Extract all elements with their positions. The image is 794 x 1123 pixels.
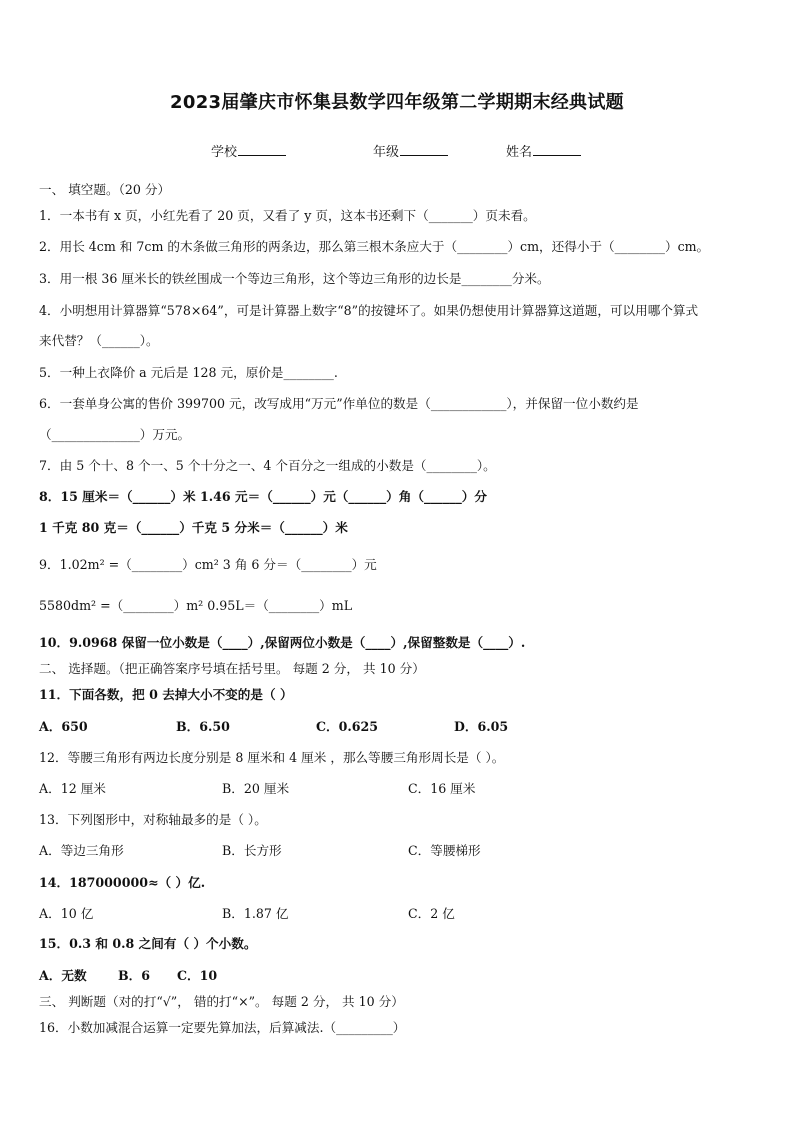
question-13: 13．下列图形中，对称轴最多的是（ ）。: [39, 812, 267, 827]
name-blank[interactable]: [533, 142, 581, 156]
grade-field: [373, 141, 448, 160]
section-heading-2: 二、 选择题。（把正确答案序号填在括号里。 每题 2 分， 共 10 分）: [39, 661, 425, 676]
q12-option-a[interactable]: A．12 厘米: [39, 781, 106, 796]
question-16: 16．小数加减混合运算一定要先算加法，后算减法.（_________）: [39, 1020, 406, 1035]
q14-option-c[interactable]: C．2 亿: [408, 906, 455, 921]
question-11: 11．下面各数，把 0 去掉大小不变的是（ ）: [39, 687, 293, 702]
q15-option-c[interactable]: C．10: [177, 968, 218, 983]
section-heading-3: 三、 判断题（对的打“√”， 错的打“×”。 每题 2 分， 共 10 分）: [39, 994, 404, 1009]
page-title: 2023届肇庆市怀集县数学四年级第二学期期末经典试题: [170, 92, 624, 113]
q14-option-b[interactable]: B．1.87 亿: [222, 906, 289, 921]
q11-option-c[interactable]: C．0.625: [316, 719, 379, 734]
grade-label: 年级: [373, 145, 400, 160]
question-1: 1．一本书有 x 页，小红先看了 20 页，又看了 y 页，这本书还剩下（_______）页未看。: [39, 208, 536, 223]
question-15: 15．0.3 和 0.8 之间有（ ）个小数。: [39, 936, 257, 951]
question-7: 7．由 5 个十、8 个一、5 个十分之一、4 个百分之一组成的小数是（________）。: [39, 458, 496, 473]
q14-option-a[interactable]: A．10 亿: [39, 906, 94, 921]
question-6-line-2: （______________）万元。: [39, 427, 191, 442]
question-12: 12．等腰三角形有两边长度分别是 8 厘米和 4 厘米 ，那么等腰三角形周长是（ ）。: [39, 750, 505, 765]
question-2: 2．用长 4cm 和 7cm 的木条做三角形的两条边，那么第三根木条应大于（________）cm，还得小于（________）cm。: [39, 239, 710, 254]
question-4-line-2: 来代替？（______）。: [39, 333, 159, 348]
question-4-line-1: 4．小明想用计算器算“578×64”，可是计算器上数字“8”的按键坏了。如果仍想使用计算器算这道题，可以用哪个算式: [39, 303, 699, 318]
question-8-line-1: 8．15 厘米＝（______）米 1.46 元＝（______）元（______）角（______）分: [39, 489, 487, 504]
question-9-line-2: 5580dm² =（________）m² 0.95L＝（________）mL: [39, 598, 353, 613]
school-blank[interactable]: [238, 142, 286, 156]
q13-option-c[interactable]: C．等腰梯形: [408, 843, 481, 858]
q15-option-a[interactable]: A．无数: [39, 968, 87, 983]
q11-option-d[interactable]: D．6.05: [454, 719, 509, 734]
question-14: 14．187000000≈（ ）亿.: [39, 875, 206, 890]
question-5: 5．一种上衣降价 a 元后是 128 元，原价是________.: [39, 365, 338, 380]
question-3: 3．用一根 36 厘米长的铁丝围成一个等边三角形，这个等边三角形的边长是________分米。: [39, 271, 550, 286]
question-10: 10．9.0968 保留一位小数是（____）,保留两位小数是（____）,保留整数是（____）.: [39, 635, 526, 650]
q15-option-b[interactable]: B．6: [118, 968, 151, 983]
name-label: 姓名: [506, 145, 533, 160]
q11-option-b[interactable]: B．6.50: [176, 719, 230, 734]
school-field: [211, 141, 286, 160]
section-heading-1: 一、 填空题。（20 分）: [39, 182, 171, 197]
question-6-line-1: 6．一套单身公寓的售价 399700 元，改写成用“万元”作单位的数是（____________），并保留一位小数约是: [39, 396, 639, 411]
question-8-line-2: 1 千克 80 克＝（______）千克 5 分米＝（______）米: [39, 520, 348, 535]
grade-blank[interactable]: [400, 142, 448, 156]
school-label: 学校: [211, 145, 238, 160]
name-field: [506, 141, 581, 160]
q11-option-a[interactable]: A．650: [39, 719, 88, 734]
q12-option-c[interactable]: C．16 厘米: [408, 781, 476, 796]
q12-option-b[interactable]: B．20 厘米: [222, 781, 290, 796]
question-9-line-1: 9．1.02m² =（________）cm² 3 角 6 分＝（________）元: [39, 557, 377, 572]
q13-option-a[interactable]: A．等边三角形: [39, 843, 124, 858]
q13-option-b[interactable]: B．长方形: [222, 843, 282, 858]
